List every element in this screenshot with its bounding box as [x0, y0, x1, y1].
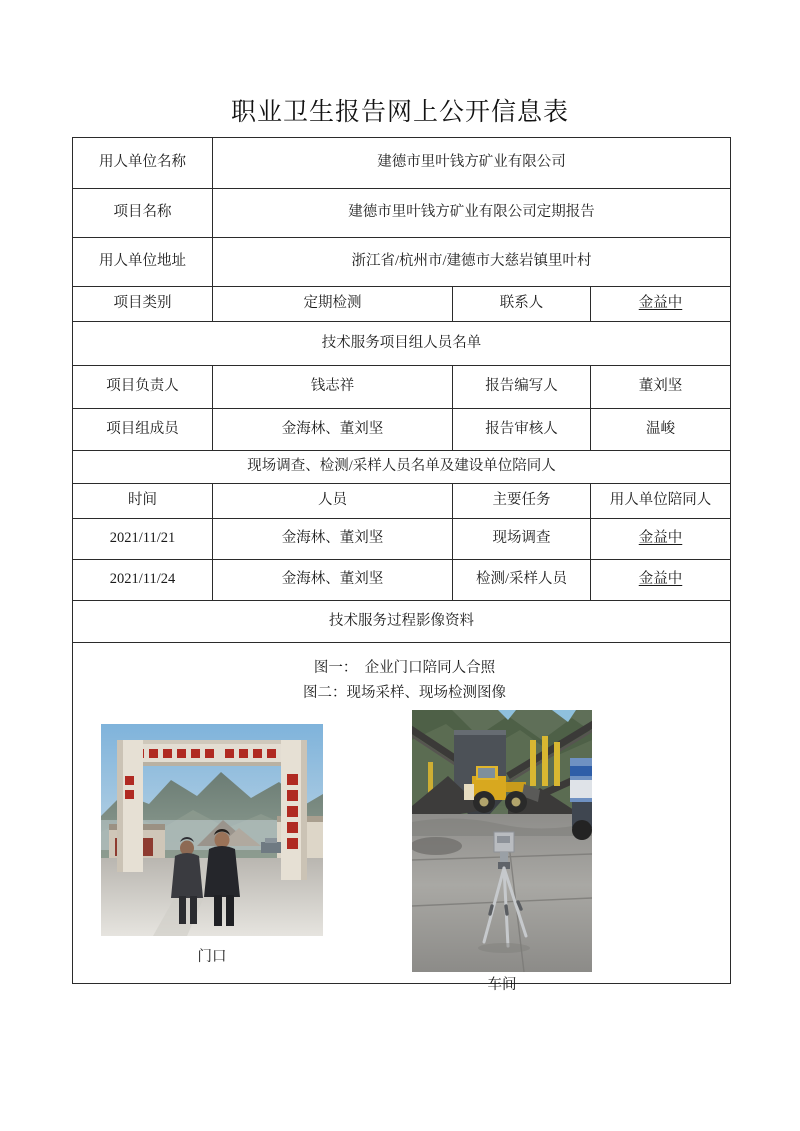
cell-survey-escort: 金益中: [591, 519, 731, 560]
row-label-project-category: 项目类别: [73, 287, 213, 322]
row-label-project-leader: 项目负责人: [73, 366, 213, 409]
table-row: [73, 409, 731, 451]
section-header-media: 技术服务过程影像资料: [73, 601, 731, 643]
row-label-employer-address: 用人单位地址: [73, 238, 213, 287]
row-value-employer-name: 建德市里叶钱方矿业有限公司: [213, 138, 731, 189]
photo-entrance-image: [101, 724, 323, 936]
cell-survey-task: 检测/采样人员: [453, 560, 591, 601]
table-row: [73, 601, 731, 643]
row-label-project-name: 项目名称: [73, 189, 213, 238]
media-caption-2: 图二：现场采样、现场检测图像: [303, 685, 506, 701]
row-value-project-name: 建德市里叶钱方矿业有限公司定期报告: [213, 189, 731, 238]
row-label-contact-person: 联系人: [453, 287, 591, 322]
photo-workshop: [412, 710, 592, 994]
row-value-project-leader: 钱志祥: [213, 366, 453, 409]
row-value-contact-person: 金益中: [591, 287, 731, 322]
row-value-report-writer: 董刘坚: [591, 366, 731, 409]
cell-survey-personnel: 金海林、董刘坚: [213, 519, 453, 560]
col-header-time: 时间: [73, 484, 213, 519]
table-row: [73, 138, 731, 189]
table-row: [73, 287, 731, 322]
table-row: [73, 189, 731, 238]
row-label-employer-name: 用人单位名称: [73, 138, 213, 189]
workshop-photo-illustration: [412, 710, 592, 972]
entrance-photo-illustration: [101, 724, 323, 936]
cell-survey-escort: 金益中: [591, 560, 731, 601]
table-row: [73, 560, 731, 601]
photo-label-workshop: 车间: [487, 977, 517, 994]
col-header-personnel: 人员: [213, 484, 453, 519]
row-value-project-category: 定期检测: [213, 287, 453, 322]
photo-label-gate: 门口: [197, 949, 227, 966]
section-header-team: 技术服务项目组人员名单: [73, 322, 731, 366]
row-value-employer-address: 浙江省/杭州市/建德市大慈岩镇里叶村: [213, 238, 731, 287]
media-section: [73, 643, 731, 994]
col-header-task: 主要任务: [453, 484, 591, 519]
page-title: 职业卫生报告网上公开信息表: [230, 99, 569, 126]
table-row: [73, 519, 731, 560]
table-row: [73, 322, 731, 366]
table-row: [73, 451, 731, 484]
photo-row: [77, 710, 726, 994]
cell-survey-task: 现场调查: [453, 519, 591, 560]
media-caption-list: [77, 648, 726, 707]
row-label-team-members: 项目组成员: [73, 409, 213, 451]
col-header-escort: 用人单位陪同人: [591, 484, 731, 519]
table-row-header: [73, 484, 731, 519]
photo-entrance: [101, 724, 323, 966]
public-information-table: [72, 137, 731, 994]
table-row: [73, 643, 731, 984]
cell-survey-personnel: 金海林、董刘坚: [213, 560, 453, 601]
table-row: [73, 366, 731, 409]
section-header-survey: 现场调查、检测/采样人员名单及建设单位陪同人: [73, 451, 731, 484]
table-row: [73, 238, 731, 287]
row-label-report-writer: 报告编写人: [453, 366, 591, 409]
media-caption-1: 图一： 企业门口陪同人合照: [313, 659, 496, 676]
photo-workshop-image: [412, 710, 592, 972]
cell-survey-time: 2021/11/21: [73, 519, 213, 560]
row-value-team-members: 金海林、董刘坚: [213, 409, 453, 451]
cell-survey-time: 2021/11/24: [73, 560, 213, 601]
row-value-report-reviewer: 温峻: [591, 409, 731, 451]
row-label-report-reviewer: 报告审核人: [453, 409, 591, 451]
